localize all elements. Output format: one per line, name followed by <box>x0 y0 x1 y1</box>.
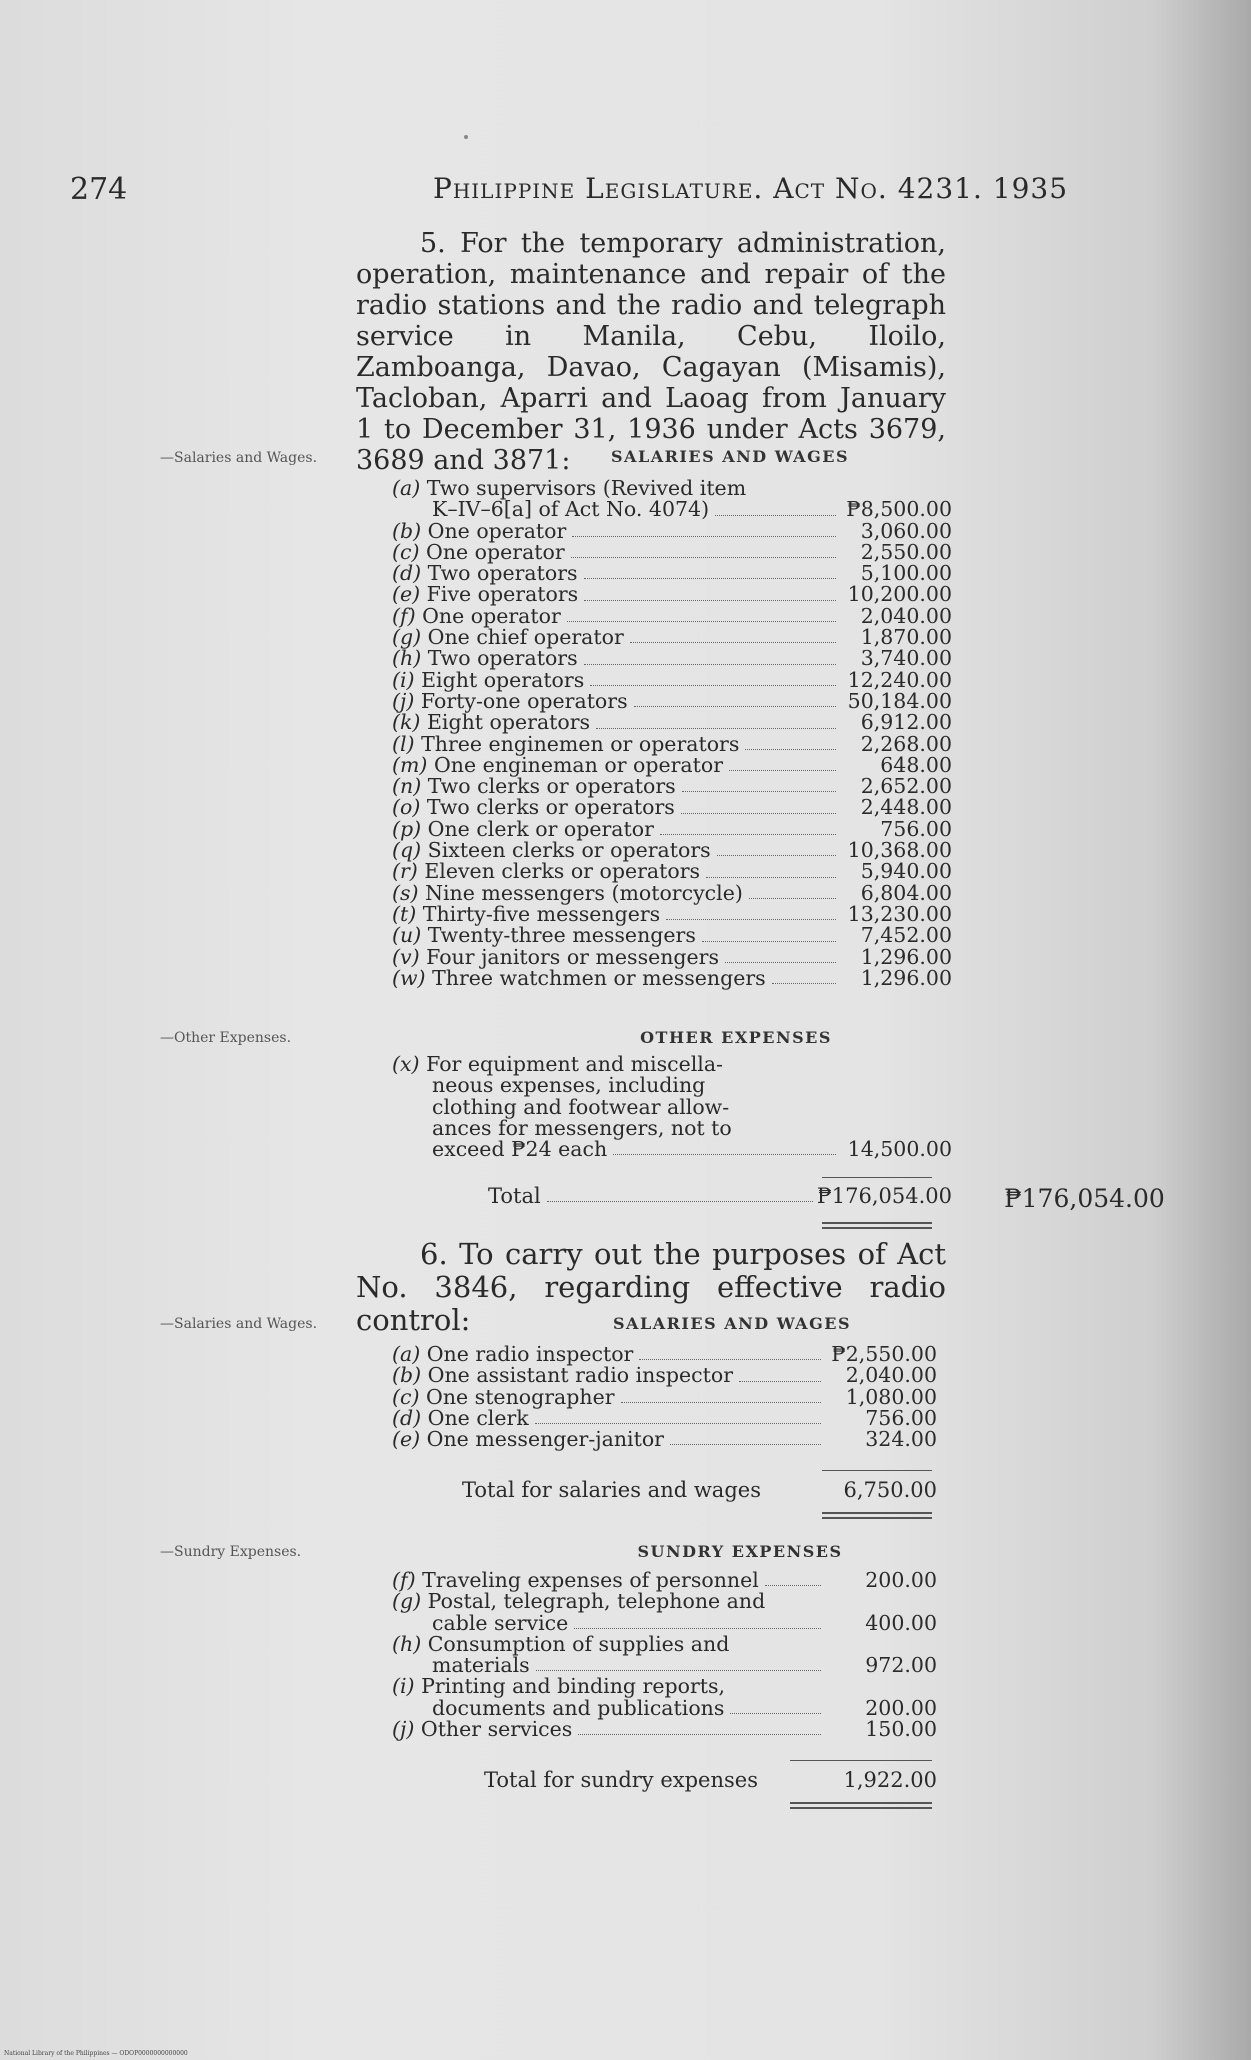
leader-dots <box>639 1359 821 1360</box>
leader-dots <box>730 1713 821 1714</box>
line-item <box>392 603 952 628</box>
item-amount: 5,100.00 <box>860 561 952 586</box>
line-item <box>392 667 952 692</box>
salaries-heading-6: SALARIES AND WAGES <box>613 1314 851 1333</box>
item-text: Thirty-five messengers <box>422 901 661 926</box>
item-letter: (g) <box>392 625 422 650</box>
leader-dots <box>725 962 836 963</box>
line-item-label <box>392 667 585 692</box>
line-item <box>392 1405 937 1430</box>
leader-dots <box>535 1423 821 1424</box>
line-item-label <box>392 563 578 584</box>
leader-dots <box>670 1444 821 1445</box>
line-item-label <box>392 648 578 669</box>
leader-dots <box>739 1381 821 1382</box>
item-amount: 10,200.00 <box>847 582 952 607</box>
line-item-label <box>392 816 654 841</box>
line-item-label <box>392 478 746 499</box>
leader-dots <box>717 855 836 856</box>
other-expenses-heading: OTHER EXPENSES <box>640 1028 832 1047</box>
leader-dots <box>621 1402 821 1403</box>
item-text: Forty-one operators <box>420 688 628 713</box>
item-text: Two supervisors (Revived item <box>426 476 747 500</box>
item-text: Two operators <box>427 561 578 586</box>
item-text: One radio inspector <box>426 1342 634 1366</box>
item-text: For equipment and miscella- <box>426 1052 723 1076</box>
leader-dots <box>634 706 836 707</box>
line-item-label <box>392 603 561 628</box>
item-text: Two clerks or operators <box>427 774 676 799</box>
item-letter: (h) <box>392 646 422 671</box>
line-item <box>392 478 952 499</box>
leader-dots <box>567 621 836 622</box>
item-letter: (r) <box>392 859 418 884</box>
item-amount: 3,740.00 <box>860 646 952 671</box>
sundry-total-amount: 1,922.00 <box>843 1768 937 1792</box>
item-letter: (e) <box>392 582 421 607</box>
item-letter: (p) <box>392 816 422 841</box>
line-item-label <box>392 944 720 969</box>
item-amount: 2,652.00 <box>860 774 952 799</box>
leader-dots <box>584 600 836 601</box>
item-amount: 400.00 <box>865 1610 937 1635</box>
item-amount: 50,184.00 <box>847 688 952 713</box>
item-text: Twenty-three messengers <box>427 923 696 948</box>
item-letter: (x) <box>392 1052 420 1076</box>
item-text: K–IV–6[a] of Act No. 4074) <box>432 497 710 522</box>
salaries-heading: SALARIES AND WAGES <box>611 447 849 466</box>
leader-dots <box>745 749 836 750</box>
line-item-label <box>392 731 740 756</box>
item-text: clothing and footwear allow- <box>432 1094 730 1119</box>
item-text: One engineman or operator <box>433 752 724 777</box>
line-item <box>392 731 952 756</box>
line-item <box>392 925 952 946</box>
leader-dots <box>590 685 836 686</box>
item-text: One assistant radio inspector <box>427 1363 734 1388</box>
line-item <box>392 584 952 605</box>
item-amount: 1,080.00 <box>845 1384 937 1409</box>
item-text: cable service <box>432 1610 569 1635</box>
line-item <box>392 539 952 564</box>
item-text: Printing and binding reports, <box>421 1674 726 1699</box>
item-letter: (c) <box>392 539 420 564</box>
line-item <box>392 752 952 777</box>
line-item-label <box>392 1631 730 1656</box>
line-item-label <box>392 584 578 605</box>
line-item-label <box>392 712 590 733</box>
item-amount: 324.00 <box>865 1427 937 1452</box>
line-item <box>392 712 952 733</box>
item-amount: ₱2,550.00 <box>831 1342 937 1366</box>
margin-note-other: —Other Expenses. <box>160 1030 292 1046</box>
line-item-label <box>392 797 675 818</box>
item-text: One operator <box>422 603 561 628</box>
item-amount: ₱8,500.00 <box>846 497 952 522</box>
leader-dots <box>571 557 836 558</box>
item-text: Four janitors or messengers <box>426 944 720 969</box>
sundry-total-rule <box>790 1760 932 1761</box>
margin-note-salaries: —Salaries and Wages. <box>160 450 318 466</box>
line-item-label <box>392 776 676 797</box>
line-item <box>392 861 952 882</box>
line-item-label <box>392 499 709 520</box>
item-amount: 2,550.00 <box>860 539 952 564</box>
item-amount: 200.00 <box>865 1568 937 1592</box>
item-text: Sixteen clerks or operators <box>427 838 711 863</box>
leader-dots <box>613 1154 836 1155</box>
item-amount: 972.00 <box>865 1653 937 1678</box>
subtotal-rule <box>822 1470 932 1471</box>
line-item-label <box>392 901 661 926</box>
line-item <box>392 1344 937 1365</box>
salaries-double-rule-2 <box>822 1517 932 1519</box>
item-letter: (g) <box>392 1589 422 1614</box>
item-amount: 1,870.00 <box>860 625 952 650</box>
page-number: 274 <box>70 172 128 207</box>
item-letter: (h) <box>392 1631 422 1656</box>
item-letter: (n) <box>392 774 422 799</box>
line-item-label <box>392 539 565 564</box>
item-text: Eleven clerks or operators <box>424 859 701 884</box>
item-text: Consumption of supplies and <box>427 1631 730 1656</box>
item-text: One stenographer <box>426 1384 615 1409</box>
line-item <box>392 1591 937 1612</box>
line-item-label <box>392 1610 569 1635</box>
line-item-label <box>392 1429 664 1450</box>
line-item-label <box>392 1384 615 1409</box>
line-item-label <box>392 1655 530 1676</box>
line-item-label <box>392 861 700 882</box>
item-text: exceed ₱24 each <box>432 1137 608 1162</box>
line-item-label <box>392 925 696 946</box>
line-item <box>392 518 952 543</box>
item-amount: 6,804.00 <box>860 880 952 905</box>
leader-dots <box>729 770 836 771</box>
salaries-list-6 <box>392 1344 937 1450</box>
line-item <box>392 1075 952 1096</box>
item-letter: (l) <box>392 731 415 756</box>
line-item-label <box>392 880 743 905</box>
line-item <box>392 1365 937 1386</box>
salaries-list <box>392 478 952 989</box>
line-item-label <box>392 1344 633 1365</box>
salaries-total-label: Total for salaries and wages <box>462 1478 761 1502</box>
salaries-double-rule-1 <box>822 1512 932 1514</box>
line-item <box>392 1115 952 1140</box>
item-text: One clerk <box>427 1405 529 1430</box>
leader-dots <box>536 1670 821 1671</box>
item-letter: (u) <box>392 923 422 948</box>
line-item <box>392 1631 937 1656</box>
line-item-label <box>392 1676 725 1697</box>
total-amount: ₱176,054.00 <box>816 1184 952 1208</box>
item-letter: (j) <box>392 1717 415 1742</box>
item-text: Three enginemen or operators <box>421 731 740 756</box>
item-amount: 13,230.00 <box>847 901 952 926</box>
leader-dots <box>706 877 836 878</box>
sundry-heading: SUNDRY EXPENSES <box>637 1542 843 1561</box>
item-amount: 10,368.00 <box>847 838 952 863</box>
leader-dots <box>584 664 836 665</box>
line-item-label <box>392 1570 759 1591</box>
item-letter: (s) <box>392 880 419 905</box>
line-item <box>392 901 952 926</box>
line-item <box>392 880 952 905</box>
item-text: Other services <box>420 1717 573 1742</box>
line-item-label <box>392 1719 572 1740</box>
line-item <box>392 648 952 669</box>
running-head: Philippine Legislature. Act No. 4231. 1935 <box>433 172 1069 205</box>
item-amount: 2,040.00 <box>860 603 952 628</box>
total-double-rule-2 <box>822 1227 932 1229</box>
print-smudge <box>464 135 468 139</box>
item-text: neous expenses, including <box>432 1073 706 1098</box>
item-amount: 200.00 <box>865 1695 937 1720</box>
line-item-label <box>392 1054 723 1075</box>
leader-dots <box>682 791 836 792</box>
item-text: One operator <box>426 539 565 564</box>
other-expenses-list <box>392 1054 952 1160</box>
line-item-label <box>392 1405 529 1430</box>
leader-dots <box>630 642 836 643</box>
item-amount: 1,296.00 <box>860 944 952 969</box>
item-text: ances for messengers, not to <box>432 1115 732 1140</box>
item-letter: (i) <box>392 1674 415 1699</box>
item-amount: 12,240.00 <box>847 667 952 692</box>
item-letter: (d) <box>392 561 422 586</box>
sundry-double-rule-2 <box>790 1807 932 1809</box>
item-letter: (d) <box>392 1405 422 1430</box>
item-text: One clerk or operator <box>427 816 654 841</box>
item-text: materials <box>432 1653 530 1678</box>
item-letter: (c) <box>392 1384 420 1409</box>
item-amount: 756.00 <box>865 1405 937 1430</box>
item-text: One operator <box>427 518 567 543</box>
line-item <box>392 563 952 584</box>
item-letter: (t) <box>392 901 417 926</box>
section-5-text: 5. For the temporary administration, operation, maintenance and repair of the radio stations and the radio and telegraph service in Manila, Cebu, Iloilo, Zamboanga, Davao, Cagayan (Misamis), Tacloban, Aparri and Laoag from January 1 to December 31, 1936 under Acts 3679, 3689 and 3871: <box>356 228 946 476</box>
item-text: Eight operators <box>421 667 585 692</box>
item-amount: 14,500.00 <box>847 1137 952 1162</box>
line-item <box>392 1570 937 1591</box>
leader-dots <box>749 898 836 899</box>
item-text: One chief operator <box>427 625 624 650</box>
line-item-label <box>392 627 624 648</box>
leader-dots <box>572 536 836 537</box>
line-item-label <box>392 1075 705 1096</box>
leader-dots <box>765 1585 821 1586</box>
line-item <box>392 776 952 797</box>
leader-dots <box>596 728 836 729</box>
line-item <box>392 627 952 648</box>
leader-dots <box>772 983 836 984</box>
line-item-label <box>392 965 766 990</box>
line-item <box>392 688 952 713</box>
line-item <box>392 1384 937 1409</box>
sundry-total-row <box>392 1770 937 1791</box>
total-double-rule-1 <box>822 1222 932 1224</box>
item-text: Two operators <box>427 646 578 671</box>
leader-dots <box>681 813 836 814</box>
item-letter: (b) <box>392 518 422 543</box>
line-item-label <box>392 1591 765 1612</box>
line-item <box>392 1676 937 1697</box>
line-item <box>392 797 952 818</box>
item-amount: 6,912.00 <box>860 710 952 735</box>
item-amount: 756.00 <box>880 816 952 841</box>
item-amount: 2,040.00 <box>845 1363 937 1388</box>
line-item <box>392 840 952 861</box>
item-text: One messenger-janitor <box>426 1427 664 1452</box>
line-item-label <box>392 840 711 861</box>
item-text: Nine messengers (motorcycle) <box>425 880 743 905</box>
item-letter: (e) <box>392 1427 421 1452</box>
leader-dots <box>584 578 836 579</box>
leader-dots <box>666 919 836 920</box>
margin-note-sundry: —Sundry Expenses. <box>160 1544 302 1560</box>
grand-total: ₱176,054.00 <box>1004 1184 1165 1213</box>
leader-dots <box>574 1628 821 1629</box>
line-item <box>392 499 952 520</box>
leader-dots <box>578 1734 821 1735</box>
item-amount: 2,268.00 <box>860 731 952 756</box>
line-item <box>392 1655 937 1676</box>
item-text: documents and publications <box>432 1695 725 1720</box>
sundry-double-rule-1 <box>790 1802 932 1804</box>
section-6-text: 6. To carry out the purposes of Act No. 3846, regarding effective radio control: <box>356 1237 946 1337</box>
item-amount: 3,060.00 <box>860 518 952 543</box>
line-item <box>392 1429 937 1450</box>
line-item <box>392 1139 952 1160</box>
item-letter: (f) <box>392 603 416 628</box>
leader-dots <box>702 941 836 942</box>
salaries-total-amount: 6,750.00 <box>843 1478 937 1502</box>
footer-credit: National Library of the Philippines — ODOP0000000000000 <box>4 2050 188 2057</box>
line-item-label <box>392 1139 607 1160</box>
item-amount: 648.00 <box>880 752 952 777</box>
leader-dots <box>660 834 836 835</box>
line-item <box>392 1695 937 1720</box>
item-text: Eight operators <box>426 710 591 735</box>
line-item <box>392 944 952 969</box>
sundry-list <box>392 1570 937 1740</box>
item-text: Two clerks or operators <box>426 795 675 820</box>
line-item <box>392 816 952 841</box>
item-letter: (f) <box>392 1568 416 1592</box>
item-letter: (j) <box>392 688 415 713</box>
item-letter: (m) <box>392 752 428 777</box>
item-letter: (v) <box>392 944 420 969</box>
total-label: Total <box>488 1184 541 1208</box>
item-letter: (q) <box>392 838 422 863</box>
line-item-label <box>392 1365 733 1386</box>
item-amount: 150.00 <box>865 1717 937 1742</box>
item-amount: 7,452.00 <box>860 923 952 948</box>
leader-dots <box>547 1201 813 1202</box>
line-item <box>392 965 952 990</box>
line-item-label <box>392 1115 732 1140</box>
line-item <box>392 1719 937 1740</box>
total-row <box>392 1186 952 1207</box>
line-item-label <box>392 688 628 713</box>
line-item-label <box>392 752 724 777</box>
line-item-label <box>392 1094 730 1119</box>
item-letter: (b) <box>392 1363 422 1388</box>
item-text: Traveling expenses of personnel <box>422 1568 759 1592</box>
line-item-label <box>392 1695 725 1720</box>
item-letter: (a) <box>392 476 421 500</box>
item-amount: 5,940.00 <box>860 859 952 884</box>
item-letter: (a) <box>392 1342 421 1366</box>
item-letter: (k) <box>392 710 421 735</box>
item-text: Five operators <box>426 582 579 607</box>
item-text: Postal, telegraph, telephone and <box>427 1589 766 1614</box>
total-rule <box>822 1177 932 1178</box>
leader-dots <box>715 515 836 516</box>
item-text: Three watchmen or messengers <box>432 965 766 990</box>
item-amount: 2,448.00 <box>860 795 952 820</box>
line-item <box>392 1054 952 1075</box>
item-letter: (w) <box>392 965 426 990</box>
salaries-total-row <box>392 1480 937 1501</box>
item-letter: (o) <box>392 795 421 820</box>
margin-note-salaries-6: —Salaries and Wages. <box>160 1316 318 1332</box>
line-item <box>392 1094 952 1119</box>
sundry-total-label: Total for sundry expenses <box>484 1768 758 1792</box>
line-item <box>392 1610 937 1635</box>
item-letter: (i) <box>392 667 415 692</box>
item-amount: 1,296.00 <box>860 965 952 990</box>
line-item-label <box>392 518 567 543</box>
